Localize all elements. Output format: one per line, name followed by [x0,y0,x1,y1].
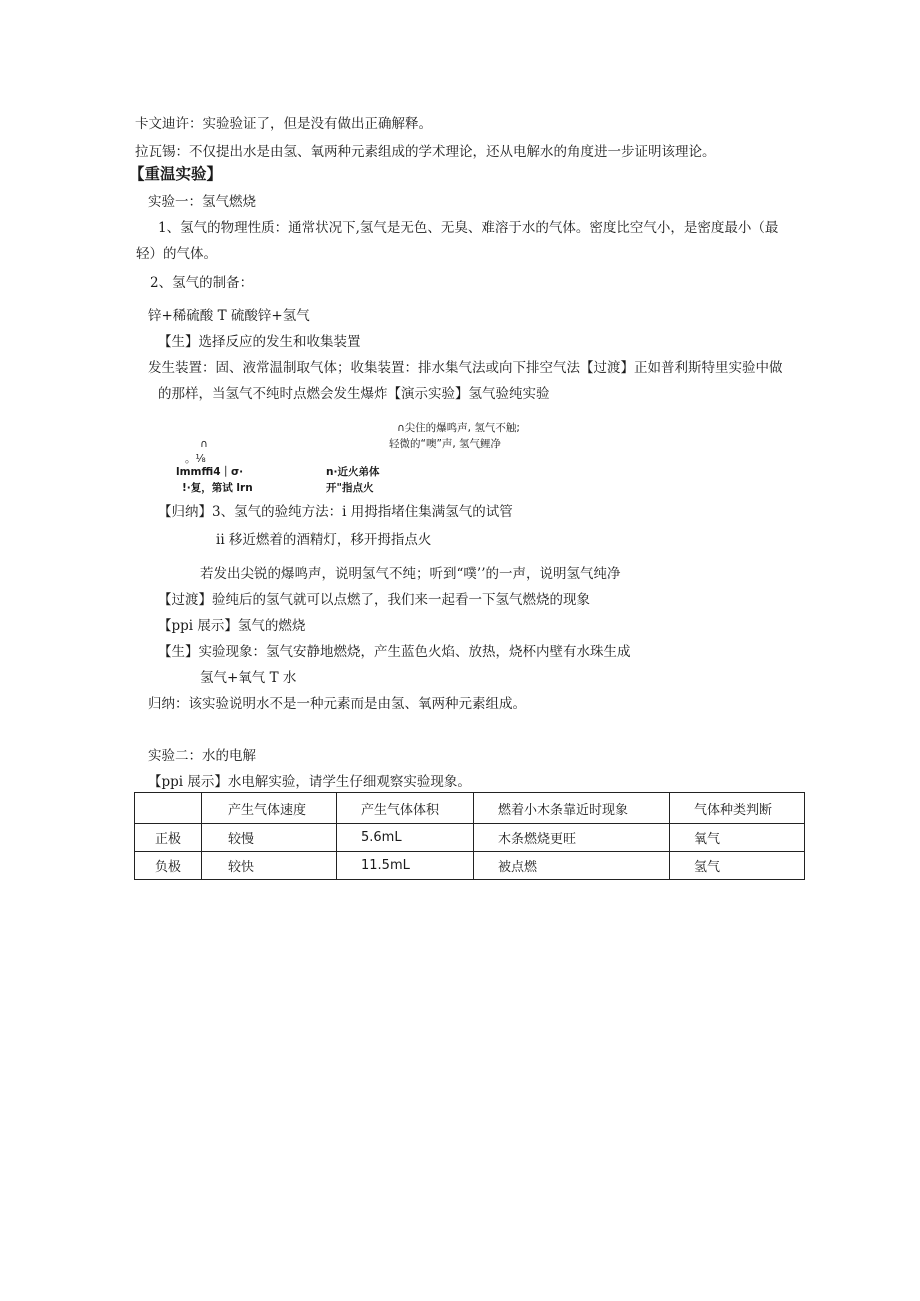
table-cell: 氧气 [670,824,805,852]
physical-properties-line1: 1、氢气的物理性质：通常状况下,氢气是无色、无臭、难溶于水的气体。密度比空气小，是密度最小（最 [158,220,779,236]
table-header-cell: 燃着小木条靠近时现象 [474,793,670,824]
figure-label-fraction: 。⅛ [185,453,206,465]
figure-label-left-1: lmmffi4｜σ· [176,466,244,478]
table-cell: 较快 [202,852,337,880]
table-cell: 氢气 [670,852,805,880]
table-cell: 5.6mL [337,824,474,852]
figure-label-right-2: 开"指点火 [326,482,374,494]
table-cell: 较慢 [202,824,337,852]
electrolysis-results-table [134,792,805,880]
apparatus-line1: 发生装置：固、液常温制取气体；收集装置：排水集气法或向下排空气法【过渡】正如普利斯特里实验中做 [148,360,783,376]
table-cell: 负极 [135,852,202,880]
transition-burning: 【过渡】验纯后的氢气就可以点燃了，我们来一起看一下氢气燃烧的现象 [158,592,590,608]
figure-label-right-1: n·近火弟体 [326,466,380,478]
line-lavoisier: 拉瓦锡：不仅提出水是由氢、氧两种元素组成的学术理论，还从电解水的角度进一步证明该理论。 [135,144,716,160]
table-header-cell: 产生气体体积 [337,793,474,824]
table-header-cell: 产生气体速度 [202,793,337,824]
figure-label-sharp-pop: ∩尖住的爆鸣声, 氢气不触; [397,422,520,434]
table-row [135,824,805,852]
preparation-title: 2、氢气的制备： [150,275,254,291]
table-cell: 被点燃 [474,852,670,880]
table-row [135,852,805,880]
experiment-one-title: 实验一：氢气燃烧 [148,194,256,210]
table-header-cell [135,793,202,824]
ppt-electrolysis: 【ppi 展示】水电解实验，请学生仔细观察实验现象。 [148,774,471,790]
conclusion-line: 归纳：该实验说明水不是一种元素而是由氢、氧两种元素组成。 [148,696,526,712]
table-cell: 11.5mL [337,852,474,880]
figure-label-left-2: !·复，第试 lrn [182,482,253,494]
experiment-two-title: 实验二：水的电解 [148,748,256,764]
figure-label-soft-pop: 轻微的“噢”声, 氢气鲤净 [389,438,502,450]
table-header-cell: 气体种类判断 [670,793,805,824]
purity-step-two: ii 移近燃着的酒精灯，移开拇指点火 [216,532,432,548]
table-cell: 木条燃烧更旺 [474,824,670,852]
summary-purity-method: 【归纳】3、氢气的验纯方法：i 用拇指堵住集满氢气的试管 [158,504,513,520]
physical-properties-line2: 轻）的气体。 [136,246,217,262]
reaction-zinc: 锌+稀硫酸 T 硫酸锌+氢气 [148,308,310,324]
apparatus-line2: 的那样，当氢气不纯时点燃会发生爆炸【演示实验】氢气验纯实验 [158,386,550,402]
student-phenomenon: 【生】实验现象：氢气安静地燃烧，产生蓝色火焰、放热，烧杯内壁有水珠生成 [158,644,631,660]
reaction-water: 氢气+氧气 T 水 [200,670,297,686]
purity-judgement: 若发出尖锐的爆鸣声，说明氢气不纯；听到“噗’’的一声，说明氢气纯净 [200,566,621,582]
figure-label-cap: ∩ [200,438,208,450]
student-choose-apparatus: 【生】选择反应的发生和收集装置 [158,334,361,350]
ppt-burning: 【ppi 展示】氢气的燃烧 [158,618,306,634]
section-heading: 【重温实验】 [129,165,223,183]
table-cell: 正极 [135,824,202,852]
line-cavendish: 卡文迪许：实验验证了，但是没有做出正确解释。 [135,116,432,132]
table-header-row [135,793,805,824]
